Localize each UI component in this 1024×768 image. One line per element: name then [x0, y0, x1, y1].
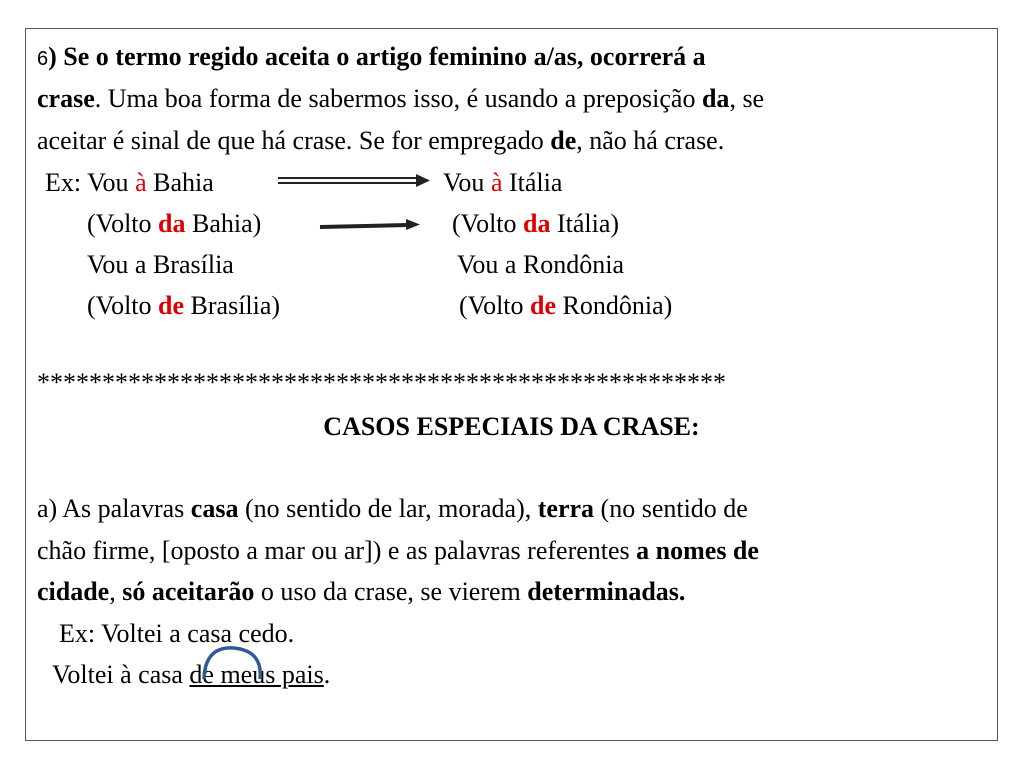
cidade-word: cidade	[37, 577, 110, 606]
example-text: Voltei à casa	[52, 660, 190, 689]
terra-word: terra	[537, 494, 595, 523]
nomes-phrase: a nomes de	[636, 536, 759, 565]
de-word: de	[158, 291, 185, 320]
arc-crase-link	[204, 648, 260, 679]
determinant-underlined: de meus pais	[189, 660, 324, 689]
rule-text-end: , não há crase.	[576, 126, 725, 155]
brasilia-text: Brasília)	[184, 291, 281, 320]
de-word: de	[550, 126, 577, 155]
rule-text: . Uma boa forma de sabermos isso, é usando a preposição	[94, 84, 702, 113]
item-a-text: (no sentido de lar, morada),	[238, 494, 538, 523]
aceitarao-phrase: só aceitarão	[122, 577, 255, 606]
item-a-text: (no sentido de	[594, 494, 748, 523]
italia-text: Itália	[502, 168, 563, 197]
volto-text: (Volto	[452, 209, 524, 238]
volto-text: (Volto	[459, 291, 531, 320]
section-heading: CASOS ESPECIAIS DA CRASE:	[323, 412, 700, 441]
de-word: de	[530, 291, 557, 320]
rondonia-text: Rondônia)	[556, 291, 673, 320]
da-word: da	[701, 84, 730, 113]
separator-stars: *****************************************************	[37, 368, 726, 397]
crase-word: crase	[37, 84, 95, 113]
arrow-bahia-italia	[278, 174, 430, 187]
arrow-da-bahia-da-italia	[320, 219, 420, 230]
example-vou-rondonia: Vou a Rondônia	[457, 250, 625, 279]
example-label: Ex: Vou	[45, 168, 136, 197]
item-a-text: o uso da crase, se vierem	[254, 577, 528, 606]
bahia-text: Bahia)	[185, 209, 262, 238]
crase-a: à	[490, 168, 503, 197]
item-a-text: chão firme, [oposto a mar ou ar]) e as palavras referentes	[37, 536, 637, 565]
bahia-text: Bahia	[146, 168, 214, 197]
crase-a: à	[135, 168, 147, 197]
da-word: da	[158, 209, 186, 238]
da-word: da	[523, 209, 551, 238]
rule-title-bold: ) Se o termo regido aceita o artigo feminino a/as, ocorrerá a	[48, 42, 706, 71]
item-a-example-1: Ex: Voltei a casa cedo.	[59, 619, 295, 648]
volto-text: (Volto	[87, 209, 159, 238]
section-number: 6	[37, 48, 49, 70]
example-vou-brasilia: Vou a Brasília	[87, 250, 234, 279]
rule-text: aceitar é sinal de que há crase. Se for empregado	[37, 126, 551, 155]
determinadas-word: determinadas.	[527, 577, 686, 606]
comma: ,	[109, 577, 123, 606]
period: .	[323, 660, 331, 689]
item-a-text: a) As palavras	[37, 494, 191, 523]
vou-text: Vou	[443, 168, 491, 197]
volto-text: (Volto	[87, 291, 159, 320]
rule-text-end: , se	[729, 84, 765, 113]
casa-word: casa	[190, 494, 239, 523]
italia-text: Itália)	[550, 209, 620, 238]
